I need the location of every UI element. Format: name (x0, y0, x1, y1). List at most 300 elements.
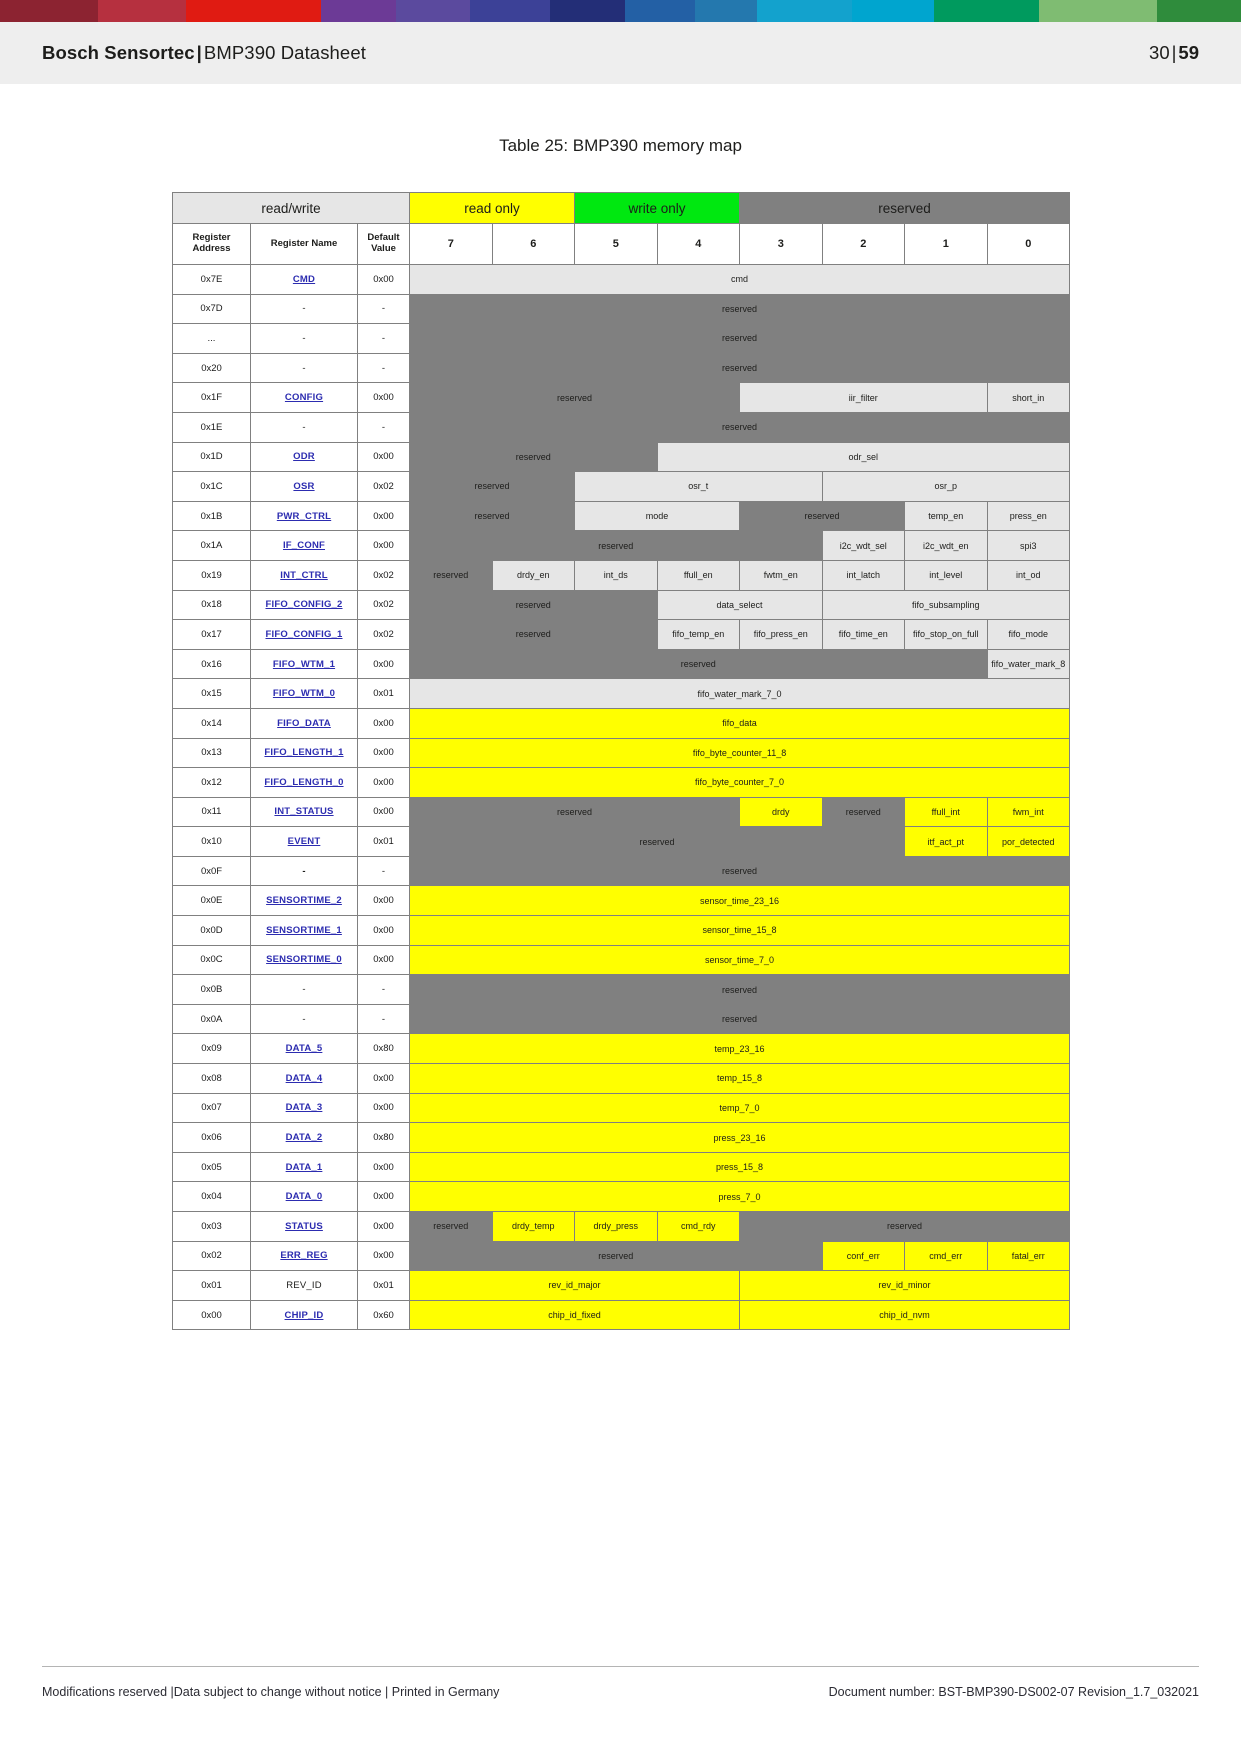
register-default-value: 0x02 (358, 620, 410, 650)
memory-map-table (172, 192, 1070, 1330)
table-row (173, 1182, 1070, 1212)
register-name-link[interactable]: DATA_3 (285, 1102, 323, 1114)
brand-name: Bosch Sensortec (42, 42, 195, 63)
bit-field-cell: cmd_rdy (657, 1212, 740, 1242)
column-header-bit-5: 5 (575, 224, 658, 265)
register-name-cell (251, 797, 358, 827)
register-default-value: 0x02 (358, 472, 410, 502)
register-name-link[interactable]: CONFIG (284, 392, 324, 404)
register-address: 0x7D (173, 294, 251, 324)
bit-field-cell: reserved (410, 620, 658, 650)
bit-field-cell: fwtm_en (740, 560, 823, 590)
page-header (0, 22, 1241, 84)
bit-field-cell: chip_id_fixed (410, 1300, 740, 1330)
register-name-cell (251, 708, 358, 738)
register-address: 0x20 (173, 353, 251, 383)
bit-field-cell: reserved (410, 1212, 493, 1242)
register-address: 0x15 (173, 679, 251, 709)
register-address: 0x06 (173, 1123, 251, 1153)
register-address: 0x0F (173, 856, 251, 886)
register-name-cell (251, 738, 358, 768)
memory-map-table-wrap (172, 192, 1069, 1330)
bit-field-cell: fifo_byte_counter_11_8 (410, 738, 1070, 768)
register-default-value: - (358, 1004, 410, 1034)
bit-field-cell: short_in (987, 383, 1070, 413)
register-default-value: 0x00 (358, 1064, 410, 1094)
bit-field-cell: reserved (410, 827, 905, 857)
register-name-cell (251, 531, 358, 561)
register-default-value: - (358, 353, 410, 383)
register-name-cell (251, 412, 358, 442)
bit-field-cell: temp_15_8 (410, 1064, 1070, 1094)
register-default-value: 0x00 (358, 501, 410, 531)
register-address: 0x19 (173, 560, 251, 590)
column-header-bit-2: 2 (822, 224, 905, 265)
register-default-value: 0x01 (358, 827, 410, 857)
bit-field-cell: iir_filter (740, 383, 988, 413)
color-band-segment-9 (757, 0, 852, 22)
bit-field-cell: reserved (410, 560, 493, 590)
table-row (173, 708, 1070, 738)
brand-color-band (0, 0, 1241, 22)
register-name-text: - (302, 362, 306, 374)
table-row (173, 916, 1070, 946)
bit-field-cell: reserved (410, 531, 823, 561)
color-band-segment-5 (470, 0, 550, 22)
register-default-value: 0x00 (358, 738, 410, 768)
bit-field-cell: reserved (410, 472, 575, 502)
table-row (173, 1064, 1070, 1094)
color-band-segment-7 (625, 0, 695, 22)
register-default-value: 0x00 (358, 886, 410, 916)
register-name-text: - (302, 303, 306, 315)
bit-field-cell: reserved (410, 856, 1070, 886)
register-name-cell (251, 353, 358, 383)
register-address: 0x0D (173, 916, 251, 946)
register-name-cell (251, 886, 358, 916)
register-name-cell (251, 1034, 358, 1064)
bit-field-cell: reserved (410, 501, 575, 531)
register-name-cell (251, 1064, 358, 1094)
table-row (173, 1152, 1070, 1182)
register-default-value: 0x00 (358, 1093, 410, 1123)
bit-field-cell: sensor_time_15_8 (410, 916, 1070, 946)
column-header-row (173, 224, 1070, 265)
register-name-cell (251, 1004, 358, 1034)
register-address: 0x03 (173, 1212, 251, 1242)
register-name-cell (251, 294, 358, 324)
color-band-segment-1 (98, 0, 186, 22)
register-name-text: - (302, 332, 306, 344)
bit-field-cell: press_7_0 (410, 1182, 1070, 1212)
column-header-bit-4: 4 (657, 224, 740, 265)
register-default-value: - (358, 412, 410, 442)
bit-field-cell: reserved (410, 649, 988, 679)
register-name-link[interactable]: CHIP_ID (284, 1309, 324, 1321)
table-row (173, 1034, 1070, 1064)
register-name-cell (251, 383, 358, 413)
bit-field-cell: int_od (987, 560, 1070, 590)
register-address: 0x07 (173, 1093, 251, 1123)
table-row (173, 353, 1070, 383)
register-default-value: 0x00 (358, 1152, 410, 1182)
table-row (173, 1300, 1070, 1330)
register-name-link[interactable]: FIFO_CONFIG_2 (265, 599, 343, 611)
legend-row (173, 193, 1070, 224)
register-default-value: 0x00 (358, 1182, 410, 1212)
bit-field-cell: press_en (987, 501, 1070, 531)
header-title (42, 42, 366, 64)
register-address: 0x09 (173, 1034, 251, 1064)
bit-field-cell: i2c_wdt_sel (822, 531, 905, 561)
register-address: 0x0B (173, 975, 251, 1005)
register-name-text: - (302, 1013, 306, 1025)
bit-field-cell: reserved (410, 324, 1070, 354)
bit-field-cell: reserved (410, 1004, 1070, 1034)
color-band-segment-11 (934, 0, 1039, 22)
document-title: BMP390 Datasheet (203, 42, 366, 63)
page-current: 30 (1149, 42, 1170, 63)
bit-field-cell: osr_t (575, 472, 823, 502)
column-header-address: Register Address (173, 224, 251, 265)
bit-field-cell: int_level (905, 560, 988, 590)
register-address: 0x04 (173, 1182, 251, 1212)
color-band-segment-2 (186, 0, 321, 22)
register-name-link[interactable]: SENSORTIME_0 (266, 954, 342, 966)
register-default-value: 0x00 (358, 649, 410, 679)
register-default-value: 0x00 (358, 383, 410, 413)
table-row (173, 945, 1070, 975)
table-row (173, 1241, 1070, 1271)
table-row (173, 442, 1070, 472)
register-name-link[interactable]: DATA_2 (285, 1132, 323, 1144)
register-name-cell (251, 560, 358, 590)
register-address: 0x7E (173, 265, 251, 295)
register-name-cell (251, 501, 358, 531)
register-address: 0x00 (173, 1300, 251, 1330)
bit-field-cell: press_23_16 (410, 1123, 1070, 1153)
register-name-link[interactable]: SENSORTIME_2 (266, 895, 342, 907)
register-address: 0x16 (173, 649, 251, 679)
footer-document-number: Document number: BST-BMP390-DS002-07 Revision_1.7_032021 (828, 1685, 1199, 1699)
register-address: ... (173, 324, 251, 354)
register-name-link[interactable]: FIFO_CONFIG_1 (265, 628, 343, 640)
color-band-segment-3 (321, 0, 396, 22)
table-row (173, 501, 1070, 531)
register-name-cell (251, 265, 358, 295)
register-default-value: 0x80 (358, 1034, 410, 1064)
bit-field-cell: drdy (740, 797, 823, 827)
bit-field-cell: reserved (822, 797, 905, 827)
register-name-cell (251, 768, 358, 798)
register-name-cell (251, 679, 358, 709)
legend-ro: read only (410, 193, 575, 224)
register-name-link[interactable]: DATA_1 (285, 1161, 323, 1173)
table-caption: Table 25: BMP390 memory map (499, 136, 742, 155)
register-default-value: 0x80 (358, 1123, 410, 1153)
bit-field-cell: cmd (410, 265, 1070, 295)
bit-field-cell: fwm_int (987, 797, 1070, 827)
register-name-text: - (302, 984, 306, 996)
register-address: 0x18 (173, 590, 251, 620)
register-default-value: 0x00 (358, 265, 410, 295)
register-name-cell (251, 975, 358, 1005)
table-row (173, 827, 1070, 857)
register-default-value: 0x00 (358, 1241, 410, 1271)
table-row (173, 590, 1070, 620)
register-address: 0x14 (173, 708, 251, 738)
bit-field-cell: int_latch (822, 560, 905, 590)
bit-field-cell: reserved (410, 975, 1070, 1005)
bit-field-cell: rev_id_minor (740, 1271, 1070, 1301)
table-row (173, 1271, 1070, 1301)
register-name-cell (251, 856, 358, 886)
register-default-value: 0x02 (358, 560, 410, 590)
register-default-value: 0x01 (358, 679, 410, 709)
register-name-cell (251, 590, 358, 620)
register-address: 0x10 (173, 827, 251, 857)
register-address: 0x1C (173, 472, 251, 502)
register-name-cell (251, 649, 358, 679)
bit-field-cell: sensor_time_7_0 (410, 945, 1070, 975)
table-row (173, 856, 1070, 886)
register-default-value: 0x00 (358, 768, 410, 798)
bit-field-cell: itf_act_pt (905, 827, 988, 857)
color-band-segment-0 (0, 0, 98, 22)
bit-field-cell: reserved (410, 383, 740, 413)
color-band-segment-10 (852, 0, 934, 22)
column-header-bit-0: 0 (987, 224, 1070, 265)
register-address: 0x12 (173, 768, 251, 798)
register-default-value: 0x00 (358, 531, 410, 561)
register-default-value: 0x00 (358, 945, 410, 975)
bit-field-cell: fifo_press_en (740, 620, 823, 650)
register-name-cell (251, 827, 358, 857)
bit-field-cell: odr_sel (657, 442, 1070, 472)
register-name-cell (251, 472, 358, 502)
bit-field-cell: fifo_mode (987, 620, 1070, 650)
register-name-text: - (302, 421, 306, 433)
bit-field-cell: press_15_8 (410, 1152, 1070, 1182)
register-name-cell (251, 1152, 358, 1182)
register-address: 0x01 (173, 1271, 251, 1301)
bit-field-cell: temp_en (905, 501, 988, 531)
bit-field-cell: fifo_water_mark_8 (987, 649, 1070, 679)
bit-field-cell: ffull_en (657, 560, 740, 590)
bit-field-cell: osr_p (822, 472, 1070, 502)
page-number (1149, 42, 1199, 64)
register-name-cell (251, 1123, 358, 1153)
bit-field-cell: conf_err (822, 1241, 905, 1271)
register-address: 0x05 (173, 1152, 251, 1182)
table-row (173, 620, 1070, 650)
bit-field-cell: reserved (410, 294, 1070, 324)
bit-field-cell: reserved (410, 412, 1070, 442)
bit-field-cell: fifo_stop_on_full (905, 620, 988, 650)
bit-field-cell: reserved (740, 501, 905, 531)
column-header-bit-7: 7 (410, 224, 493, 265)
bit-field-cell: drdy_temp (492, 1212, 575, 1242)
register-name-link[interactable]: CMD (292, 273, 316, 285)
bit-field-cell: fifo_temp_en (657, 620, 740, 650)
table-row (173, 472, 1070, 502)
table-row (173, 265, 1070, 295)
column-header-name: Register Name (251, 224, 358, 265)
header-separator: | (196, 42, 202, 63)
table-row (173, 531, 1070, 561)
table-row (173, 294, 1070, 324)
register-default-value: 0x60 (358, 1300, 410, 1330)
register-address: 0x1D (173, 442, 251, 472)
table-row (173, 797, 1070, 827)
table-row (173, 560, 1070, 590)
register-name-cell (251, 324, 358, 354)
bit-field-cell: data_select (657, 590, 822, 620)
register-default-value: 0x01 (358, 1271, 410, 1301)
register-name-cell (251, 1093, 358, 1123)
register-name-link[interactable]: FIFO_WTM_0 (272, 688, 336, 700)
page-separator: | (1171, 42, 1177, 63)
register-address: 0x1B (173, 501, 251, 531)
register-name-link[interactable]: FIFO_WTM_1 (272, 658, 336, 670)
column-header-bit-6: 6 (492, 224, 575, 265)
register-address: 0x0C (173, 945, 251, 975)
register-default-value: 0x00 (358, 442, 410, 472)
table-row (173, 383, 1070, 413)
register-name-link[interactable]: FIFO_LENGTH_0 (264, 776, 344, 788)
table-row (173, 738, 1070, 768)
color-band-segment-6 (550, 0, 625, 22)
color-band-segment-4 (396, 0, 470, 22)
register-address: 0x13 (173, 738, 251, 768)
register-name-cell (251, 1300, 358, 1330)
bit-field-cell: ffull_int (905, 797, 988, 827)
legend-wo: write only (575, 193, 740, 224)
bit-field-cell: fifo_data (410, 708, 1070, 738)
bit-field-cell: rev_id_major (410, 1271, 740, 1301)
register-name-link[interactable]: SENSORTIME_1 (266, 924, 342, 936)
bit-field-cell: spi3 (987, 531, 1070, 561)
bit-field-cell: cmd_err (905, 1241, 988, 1271)
register-name-link[interactable]: ODR (293, 451, 315, 463)
table-row (173, 975, 1070, 1005)
register-default-value: - (358, 294, 410, 324)
bit-field-cell: int_ds (575, 560, 658, 590)
register-name-link[interactable]: INT_CTRL (280, 569, 328, 581)
bit-field-cell: reserved (410, 353, 1070, 383)
register-default-value: 0x02 (358, 590, 410, 620)
register-name-link[interactable]: FIFO_DATA (277, 717, 331, 729)
bit-field-cell: chip_id_nvm (740, 1300, 1070, 1330)
register-name-text: REV_ID (286, 1279, 322, 1291)
register-name-link[interactable]: PWR_CTRL (276, 510, 332, 522)
register-name-cell (251, 916, 358, 946)
register-name-link[interactable]: EVENT (287, 836, 321, 848)
table-row (173, 412, 1070, 442)
register-name-cell (251, 620, 358, 650)
column-header-bit-1: 1 (905, 224, 988, 265)
color-band-segment-12 (1039, 0, 1157, 22)
register-name-link[interactable]: IF_CONF (282, 540, 326, 552)
register-address: 0x0E (173, 886, 251, 916)
register-name-link[interactable]: DATA_4 (285, 1072, 323, 1084)
column-header-bit-3: 3 (740, 224, 823, 265)
bit-field-cell: reserved (410, 442, 658, 472)
bit-field-cell: sensor_time_23_16 (410, 886, 1070, 916)
bit-field-cell: por_detected (987, 827, 1070, 857)
table-row (173, 768, 1070, 798)
table-row (173, 1093, 1070, 1123)
register-name-link[interactable]: DATA_0 (285, 1191, 323, 1203)
table-row (173, 1123, 1070, 1153)
register-name-link[interactable]: DATA_5 (285, 1043, 323, 1055)
register-default-value: 0x00 (358, 708, 410, 738)
legend-rw: read/write (173, 193, 410, 224)
table-row (173, 679, 1070, 709)
bit-field-cell: reserved (410, 797, 740, 827)
register-address: 0x02 (173, 1241, 251, 1271)
register-name-link[interactable]: ERR_REG (280, 1250, 328, 1262)
table-row (173, 649, 1070, 679)
register-name-text: - (302, 865, 306, 877)
bit-field-cell: i2c_wdt_en (905, 531, 988, 561)
register-name-cell (251, 1271, 358, 1301)
table-row (173, 1004, 1070, 1034)
register-default-value: - (358, 856, 410, 886)
register-name-link[interactable]: INT_STATUS (274, 806, 334, 818)
bit-field-cell: drdy_press (575, 1212, 658, 1242)
bit-field-cell: drdy_en (492, 560, 575, 590)
register-name-link[interactable]: STATUS (285, 1220, 323, 1232)
register-name-cell (251, 1212, 358, 1242)
register-name-cell (251, 1182, 358, 1212)
table-row (173, 324, 1070, 354)
register-default-value: 0x00 (358, 797, 410, 827)
legend-res: reserved (740, 193, 1070, 224)
bit-field-cell: fifo_time_en (822, 620, 905, 650)
color-band-segment-8 (695, 0, 757, 22)
bit-field-cell: temp_23_16 (410, 1034, 1070, 1064)
register-address: 0x1A (173, 531, 251, 561)
bit-field-cell: fifo_byte_counter_7_0 (410, 768, 1070, 798)
page-footer (0, 1666, 1241, 1755)
page-total: 59 (1178, 42, 1199, 63)
register-default-value: 0x00 (358, 916, 410, 946)
register-address: 0x08 (173, 1064, 251, 1094)
bit-field-cell: reserved (410, 590, 658, 620)
table-row (173, 1212, 1070, 1242)
register-address: 0x1E (173, 412, 251, 442)
footer-legal-text: Modifications reserved |Data subject to change without notice | Printed in Germany (42, 1685, 500, 1699)
register-default-value: - (358, 975, 410, 1005)
register-name-link[interactable]: OSR (293, 480, 315, 492)
register-address: 0x11 (173, 797, 251, 827)
bit-field-cell: reserved (410, 1241, 823, 1271)
bit-field-cell: fatal_err (987, 1241, 1070, 1271)
register-name-cell (251, 945, 358, 975)
register-default-value: 0x00 (358, 1212, 410, 1242)
register-address: 0x1F (173, 383, 251, 413)
bit-field-cell: reserved (740, 1212, 1070, 1242)
register-name-cell (251, 1241, 358, 1271)
color-band-segment-13 (1157, 0, 1241, 22)
register-address: 0x0A (173, 1004, 251, 1034)
bit-field-cell: mode (575, 501, 740, 531)
register-name-link[interactable]: FIFO_LENGTH_1 (264, 747, 344, 759)
bit-field-cell: fifo_subsampling (822, 590, 1070, 620)
bit-field-cell: fifo_water_mark_7_0 (410, 679, 1070, 709)
register-address: 0x17 (173, 620, 251, 650)
